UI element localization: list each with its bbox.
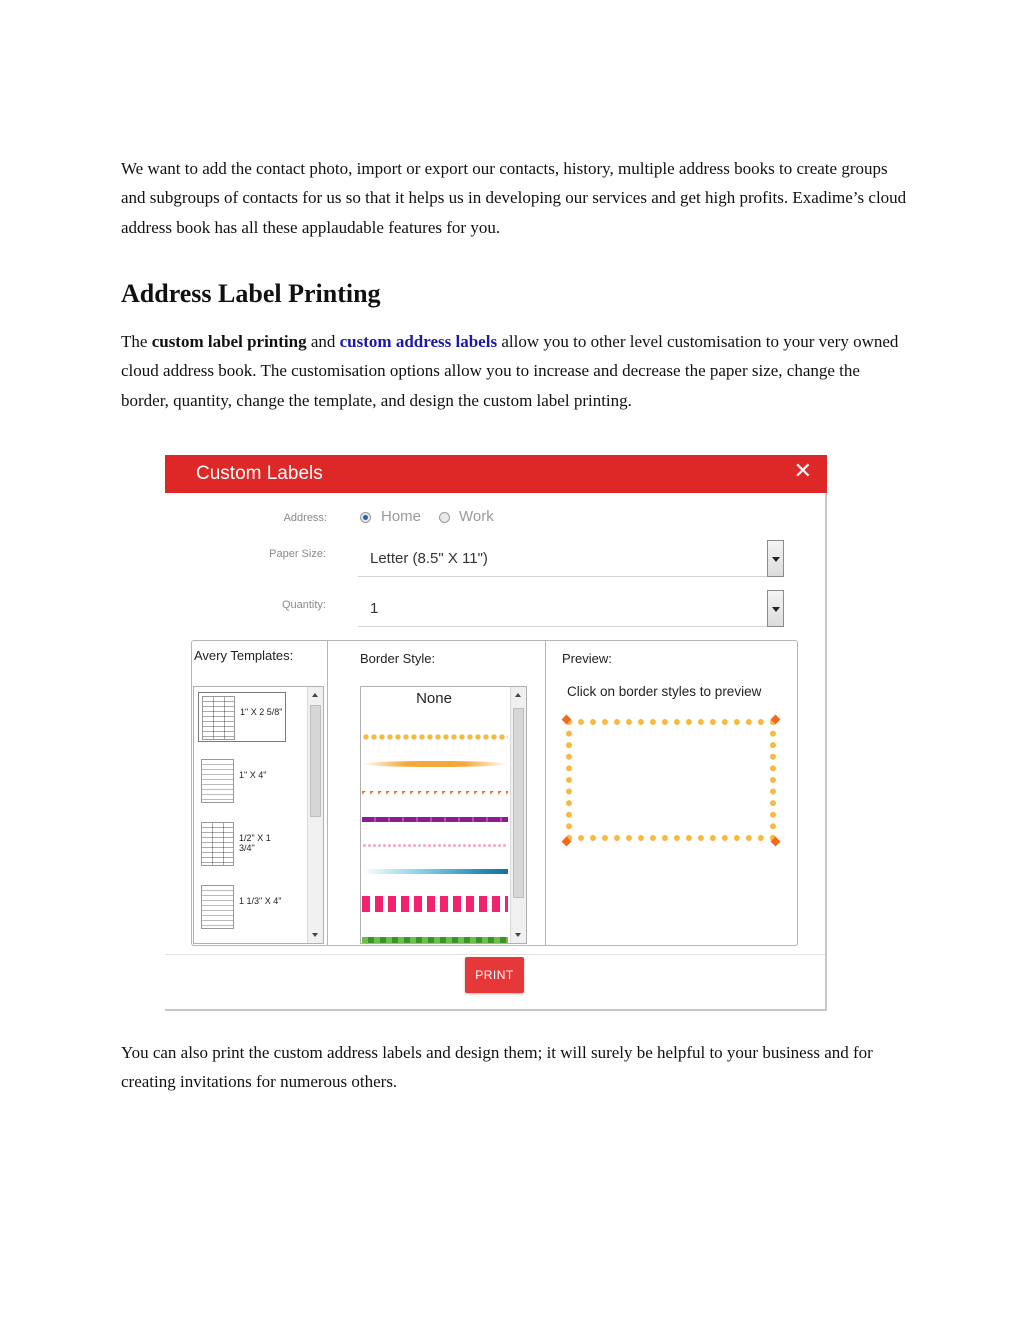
border-style-blue[interactable] [362,869,508,874]
scroll-thumb[interactable] [310,705,321,817]
preview-title: Preview: [562,651,612,666]
template-label: 1" X 4" [239,770,267,780]
border-style-zigzag[interactable] [362,791,508,797]
template-thumbnail [202,696,235,740]
scroll-thumb[interactable] [513,708,524,898]
close-icon[interactable]: ✕ [793,458,812,483]
avery-templates-title: Avery Templates: [194,648,294,663]
template-thumbnail [201,885,234,929]
border-style-list[interactable] [360,686,527,944]
template-thumbnail [201,759,234,803]
panel-divider [327,641,328,945]
radio-home-label[interactable]: Home [381,508,422,525]
custom-label-printing-bold: custom label printing [151,332,307,351]
label-paragraph-text-1: The [121,332,152,351]
border-style-none[interactable]: None [416,690,452,707]
border-style-diamonds[interactable] [362,733,508,741]
print-button[interactable]: PRINT [465,957,524,993]
preview-hint: Click on border styles to preview [567,684,762,699]
border-style-wave[interactable] [362,761,508,767]
quantity-select[interactable] [358,590,782,627]
template-label: 1" X 2 5/8" [240,707,283,717]
scroll-down-icon[interactable] [312,933,318,937]
border-style-pink-dots[interactable] [362,843,508,848]
custom-address-labels-link[interactable]: custom address labels [339,332,498,351]
chevron-down-icon[interactable] [767,590,784,627]
scroll-up-icon[interactable] [515,693,521,697]
template-thumbnail [201,822,234,866]
chevron-down-icon[interactable] [767,540,784,577]
panel-divider [545,641,546,945]
dialog-header [165,455,827,493]
template-label: 1 1/3" X 4" [239,896,282,906]
scroll-up-icon[interactable] [312,693,318,697]
border-style-scrollbar[interactable] [510,687,526,943]
avery-templates-list[interactable] [193,686,324,944]
templates-scrollbar[interactable] [307,687,323,943]
dialog-title: Custom Labels [196,463,323,484]
scroll-down-icon[interactable] [515,933,521,937]
paper-size-value: Letter (8.5" X 11") [370,550,488,567]
custom-labels-dialog [165,455,827,1011]
radio-work-label[interactable]: Work [459,508,494,525]
template-item-1x4[interactable] [198,756,286,806]
paper-size-select[interactable] [358,540,782,577]
quantity-label: Quantity: [281,599,326,611]
border-style-green[interactable] [362,937,508,943]
template-item-1x2-5-8[interactable] [198,692,286,742]
outro-paragraph: You can also print the custom address labels and design them; it will surely be helpful to your business and for creating invitations for numerous others. [121,1043,873,1092]
label-paragraph [121,327,911,415]
template-item-1-2x1-3-4[interactable] [198,819,286,869]
radio-work[interactable] [439,512,450,523]
quantity-value: 1 [370,600,379,617]
preview-border-frame [566,719,776,841]
border-style-title: Border Style: [360,651,436,666]
intro-paragraph: We want to add the contact photo, import or export our contacts, history, multiple address books to create groups and subgroups of contacts for us so that it helps us in developing our services and get high profits. Exadime’s cloud address book has all these applaudable features for you. [121,159,907,237]
radio-home[interactable] [360,512,371,523]
dialog-footer-divider [165,954,825,955]
section-heading: Address Label Printing [121,279,381,308]
label-paragraph-text-3: allow you to other level customisation to your very owned cloud address book. The customisation options allow you to increase and decrease the paper size, change the border, quantity, change the template, and design the custom label printing. [121,332,899,410]
address-label: Address: [283,512,327,524]
paper-size-label: Paper Size: [269,548,326,560]
border-style-purple[interactable] [362,817,508,822]
template-label: 1/2" X 1 3/4" [239,833,271,853]
label-paragraph-text-2: and [306,332,340,351]
border-style-pink-blocks[interactable] [362,896,508,912]
template-item-1-1-3x4[interactable] [198,882,286,932]
